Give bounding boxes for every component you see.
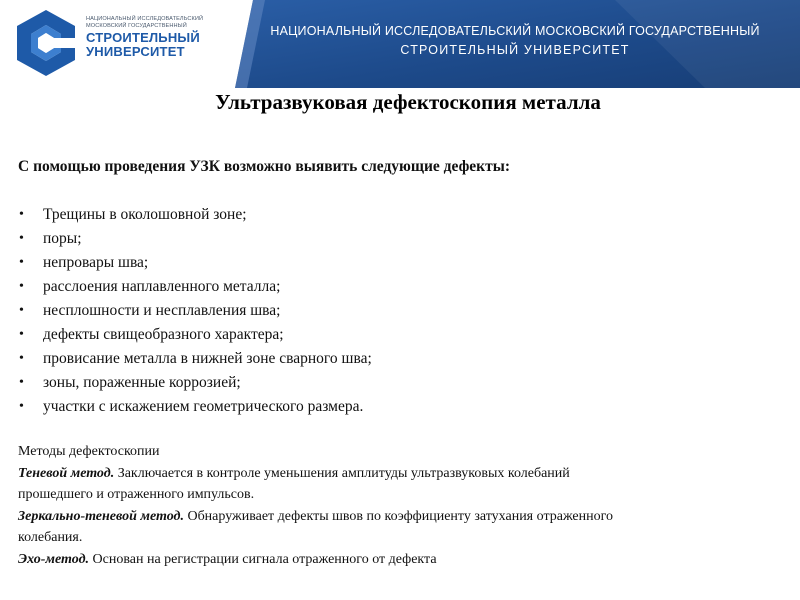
method-description: Заключается в контроле уменьшения амплитуды ультразвуковых колебаний прошедшего и отраженного импульсов.	[18, 465, 570, 502]
method-echo	[18, 549, 638, 571]
intro-text: С помощью проведения УЗК возможно выявить следующие дефекты:	[18, 158, 510, 175]
method-name: Эхо-метод.	[18, 551, 90, 567]
list-item	[18, 227, 372, 251]
list-item	[18, 395, 372, 419]
bullet-icon: •	[19, 351, 24, 366]
defect-text: непровары шва;	[43, 254, 149, 271]
bullet-icon: •	[19, 399, 24, 414]
page-title: Ультразвуковая дефектоскопия металла	[215, 90, 601, 114]
method-description: Основан на регистрации сигнала отраженного от дефекта	[89, 551, 437, 567]
bullet-icon: •	[19, 207, 24, 222]
university-logo-icon	[14, 8, 78, 78]
logo-text	[86, 16, 236, 59]
method-description: Обнаруживает дефекты швов по коэффициенту затухания отраженного колебания.	[18, 508, 614, 545]
defect-text: участки с искажением геометрического размера.	[43, 398, 364, 415]
list-item	[18, 323, 372, 347]
method-shadow	[18, 463, 638, 506]
bullet-icon: •	[19, 255, 24, 270]
bullet-icon: •	[19, 303, 24, 318]
defect-text: Трещины в околошовной зоне;	[43, 206, 247, 223]
defect-list	[18, 203, 372, 419]
defect-text: провисание металла в нижней зоне сварного шва;	[43, 350, 372, 367]
bullet-icon: •	[19, 327, 24, 342]
logo-subtitle: НАЦИОНАЛЬНЫЙ ИССЛЕДОВАТЕЛЬСКИЙ МОСКОВСКИЙ ГОСУДАРСТВЕННЫЙ	[86, 16, 204, 29]
method-mirror-shadow	[18, 506, 638, 549]
list-item	[18, 275, 372, 299]
method-name: Зеркально-теневой метод.	[18, 508, 184, 524]
header-title: НАЦИОНАЛЬНЫЙ ИССЛЕДОВАТЕЛЬСКИЙ МОСКОВСКИЙ ГОСУДАРСТВЕННЫЙ СТРОИТЕЛЬНЫЙ УНИВЕРСИТЕТ	[270, 24, 760, 57]
list-item	[18, 371, 372, 395]
header	[0, 0, 800, 88]
bullet-icon: •	[19, 375, 24, 390]
defect-text: дефекты свищеобразного характера;	[43, 326, 284, 343]
defect-text: расслоения наплавленного металла;	[43, 278, 281, 295]
list-item	[18, 347, 372, 371]
methods-heading: Методы дефектоскопии	[18, 444, 160, 459]
defect-text: зоны, пораженные коррозией;	[43, 374, 241, 391]
defect-text: поры;	[43, 230, 82, 247]
method-name: Теневой метод.	[18, 465, 115, 481]
list-item	[18, 203, 372, 227]
bullet-icon: •	[19, 279, 24, 294]
logo-name: СТРОИТЕЛЬНЫЙ УНИВЕРСИТЕТ	[86, 30, 200, 59]
bullet-icon: •	[19, 231, 24, 246]
list-item	[18, 299, 372, 323]
methods-section	[18, 441, 638, 570]
defect-text: несплошности и несплавления шва;	[43, 302, 281, 319]
list-item	[18, 251, 372, 275]
